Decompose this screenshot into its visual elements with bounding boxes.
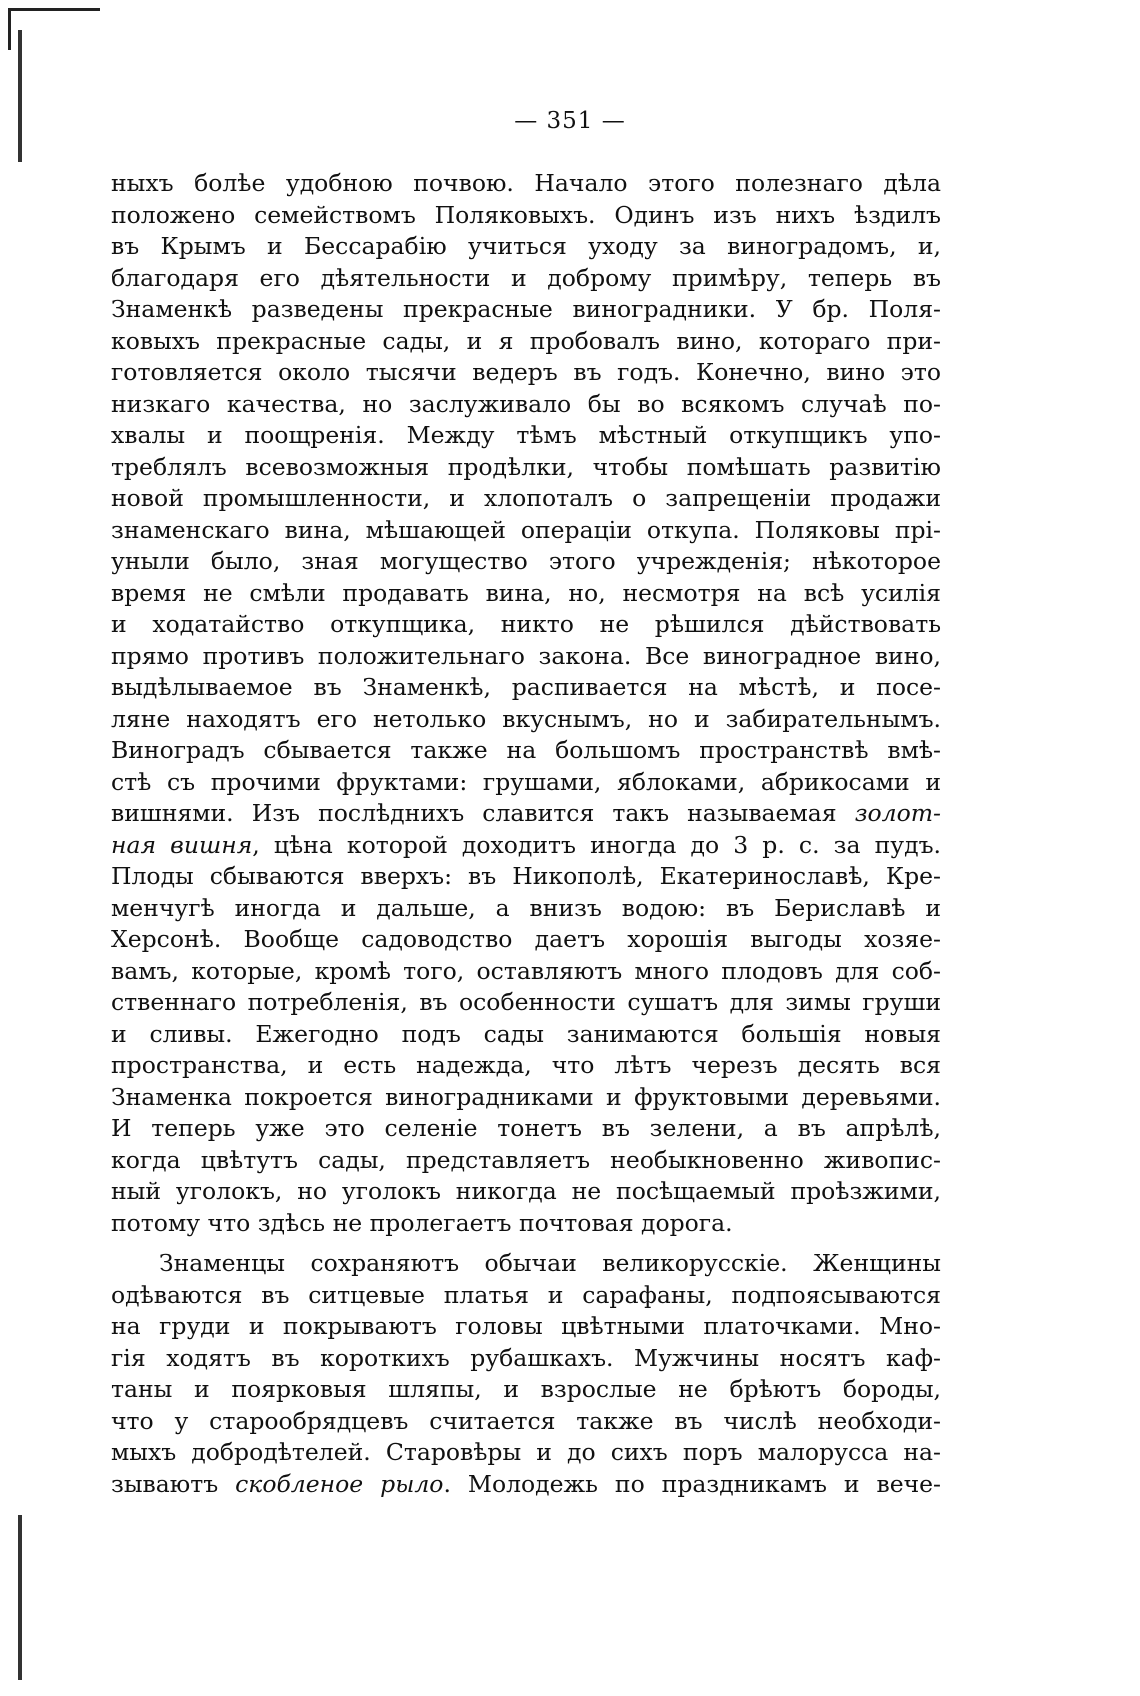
page-text (111, 168, 941, 1500)
text-line: благодаря его дѣятельности и доброму примѣру, теперь въ (111, 263, 941, 292)
text-line: треблялъ всевозможныя продѣлки, чтобы помѣшать развитію (111, 452, 941, 481)
text-line: вамъ, которые, кромѣ того, оставляютъ много плодовъ для соб- (111, 956, 941, 985)
text-line: ныхъ болѣе удобною почвою. Начало этого полезнаго дѣла (111, 169, 941, 197)
text-line: на груди и покрываютъ головы цвѣтными платочками. Мно- (111, 1312, 941, 1340)
text-line: ственнаго потребленія, въ особенности сушатъ для зимы груши (111, 988, 941, 1016)
text-line: выдѣлываемое въ Знаменкѣ, распивается на мѣстѣ, и посе- (111, 673, 941, 701)
scan-edge-mark-top (8, 8, 100, 11)
text-line: ковыхъ прекрасные сады, и я пробовалъ вино, котораго при- (111, 326, 941, 355)
text-line: низкаго качества, но заслуживало бы во всякомъ случаѣ по- (111, 389, 941, 418)
text-line: уныли было, зная могущество этого учрежденія; нѣкоторое (111, 547, 941, 575)
text-line: въ Крымъ и Бессарабію учиться уходу за виноградомъ, и, (111, 232, 941, 260)
text-line: ный уголокъ, но уголокъ никогда не посѣщаемый проѣзжими, (111, 1177, 941, 1205)
text-line: стѣ съ прочими фруктами: грушами, яблоками, абрикосами и (111, 767, 941, 796)
text-line: знаменскаго вина, мѣшающей операціи откупа. Поляковы прі- (111, 515, 941, 544)
text-line: когда цвѣтутъ сады, представляетъ необыкновенно живопис- (111, 1145, 941, 1174)
text-line: и сливы. Ежегодно подъ сады занимаются большія новыя (111, 1019, 941, 1048)
text-line: Знаменка покроется виноградниками и фруктовыми деревьями. (111, 1082, 941, 1111)
scan-edge-mark-left (18, 30, 22, 1680)
text-line: и ходатайство откупщика, никто не рѣшился дѣйствовать (111, 610, 941, 638)
text-line: ная вишня, цѣна которой доходитъ иногда до 3 р. с. за пудъ. (111, 830, 941, 859)
text-line: ляне находятъ его нетолько вкуснымъ, но и забирательнымъ. (111, 704, 941, 733)
text-line: время не смѣли продавать вина, но, несмотря на всѣ усилія (111, 578, 941, 607)
text-line: пространства, и есть надежда, что лѣтъ черезъ десять вся (111, 1051, 941, 1079)
text-line: И теперь уже это селеніе тонетъ въ зелени, а въ апрѣлѣ, (111, 1114, 941, 1142)
text-line: готовляется около тысячи ведеръ въ годъ. Конечно, вино это (111, 358, 941, 386)
text-line: прямо противъ положительнаго закона. Все виноградное вино, (111, 641, 941, 670)
text-line: Херсонѣ. Вообще садоводство даетъ хорошія выгоды хозяе- (111, 925, 941, 953)
text-line: что у старообрядцевъ считается также въ числѣ необходи- (111, 1406, 941, 1435)
text-line: одѣваются въ ситцевые платья и сарафаны, подпоясываются (111, 1280, 941, 1309)
paragraph (111, 1248, 941, 1500)
scan-edge-mark-corner (8, 8, 11, 50)
text-line: хвалы и поощренія. Между тѣмъ мѣстный откупщикъ упо- (111, 421, 941, 449)
page-number: — 351 — (514, 108, 626, 134)
text-line: вишнями. Изъ послѣднихъ славится такъ называемая золот- (111, 799, 941, 827)
text-line: положено семействомъ Поляковыхъ. Одинъ изъ нихъ ѣздилъ (111, 200, 941, 229)
text-line: Знаменкѣ разведены прекрасные виноградники. У бр. Поля- (111, 295, 941, 323)
text-line: новой промышленности, и хлопоталъ о запрещеніи продажи (111, 484, 941, 512)
text-line: менчугѣ иногда и дальше, а внизъ водою: въ Бериславѣ и (111, 893, 941, 922)
text-line: таны и поярковыя шляпы, и взрослые не брѣютъ бороды, (111, 1375, 941, 1403)
paragraph (111, 168, 941, 1239)
text-line: Виноградъ сбывается также на большомъ пространствѣ вмѣ- (111, 736, 941, 764)
text-line: Плоды сбываются вверхъ: въ Никополѣ, Екатеринославѣ, Кре- (111, 862, 941, 890)
text-line: потому что здѣсь не пролегаетъ почтовая дорога. (111, 1208, 733, 1237)
text-line: гія ходятъ въ короткихъ рубашкахъ. Мужчины носятъ каф- (111, 1343, 941, 1372)
text-line: зываютъ скобленое рыло. Молодежь по праздникамъ и вече- (111, 1469, 941, 1498)
text-line: мыхъ добродѣтелей. Старовѣры и до сихъ поръ малорусса на- (111, 1438, 941, 1466)
text-line: Знаменцы сохраняютъ обычаи великорусскіе. Женщины (159, 1249, 941, 1277)
